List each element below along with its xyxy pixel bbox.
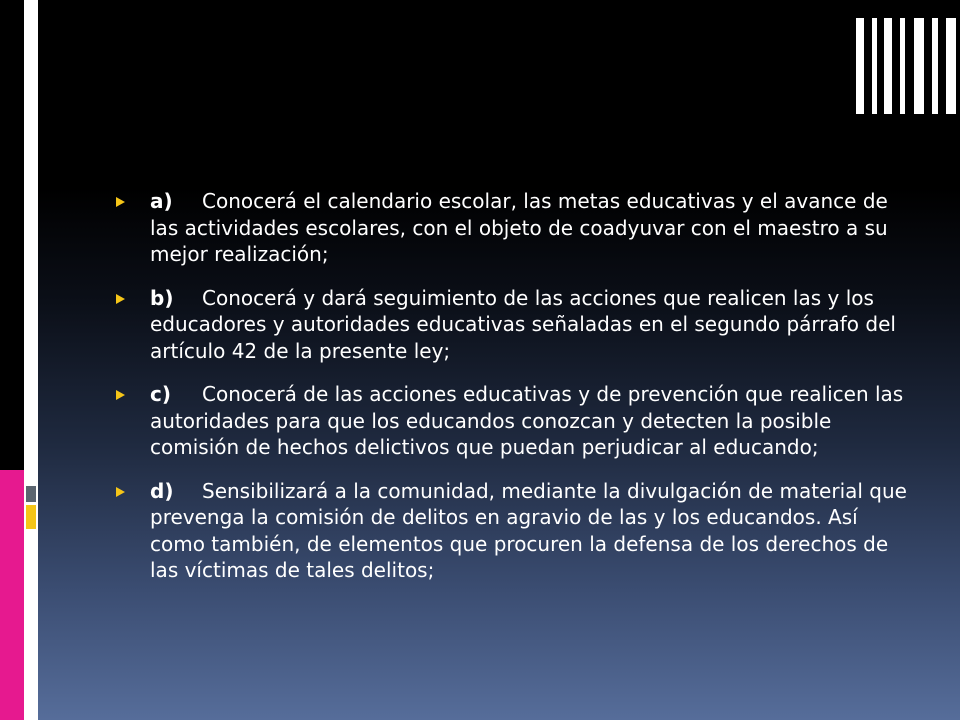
panel-line [914, 18, 924, 114]
item-text: Conocerá el calendario escolar, las metas educativas y el avance de las actividades escolares, con el objeto de coadyuvar con el maestro a su mejor realización; [150, 189, 888, 266]
left-rail-white-band [24, 0, 38, 720]
decorative-panel-lines [856, 18, 960, 114]
item-letter: c) [150, 382, 171, 406]
triangle-bullet-icon [116, 197, 125, 207]
rail-marker-gray [26, 486, 36, 502]
list-item [112, 478, 912, 584]
triangle-bullet-icon [116, 487, 125, 497]
panel-line [900, 18, 905, 114]
triangle-bullet-icon [116, 294, 125, 304]
item-text: Conocerá y dará seguimiento de las acciones que realicen las y los educadores y autoridades educativas señaladas en el segundo párrafo del artículo 42 de la presente ley; [150, 285, 896, 363]
list-item [112, 285, 912, 365]
bullet-list [112, 188, 912, 601]
item-letter: d) [150, 478, 174, 503]
panel-line [946, 18, 956, 114]
item-text: Conocerá de las acciones educativas y de prevención que realicen las autoridades para que los educandos conozcan y detecten la posible comisión de hechos delictivos que puedan perjudicar al educando; [150, 382, 904, 459]
panel-line [856, 18, 864, 114]
list-item [112, 188, 912, 268]
rail-marker-yellow [26, 505, 36, 529]
list-item [112, 381, 912, 461]
panel-line [872, 18, 877, 114]
panel-line [932, 18, 938, 114]
item-letter: b) [150, 285, 174, 310]
triangle-bullet-icon [116, 390, 125, 400]
rail-marker-white [26, 531, 36, 547]
item-text: Sensibilizará a la comunidad, mediante la divulgación de material que prevenga la comisión de delitos en agravio de las y los educandos. Así como también, de elementos que procuren la defensa de los derechos de las víctimas de tales delitos; [150, 478, 907, 582]
panel-line [884, 18, 892, 114]
item-letter: a) [150, 189, 173, 213]
left-rail-dark-band [0, 0, 24, 470]
